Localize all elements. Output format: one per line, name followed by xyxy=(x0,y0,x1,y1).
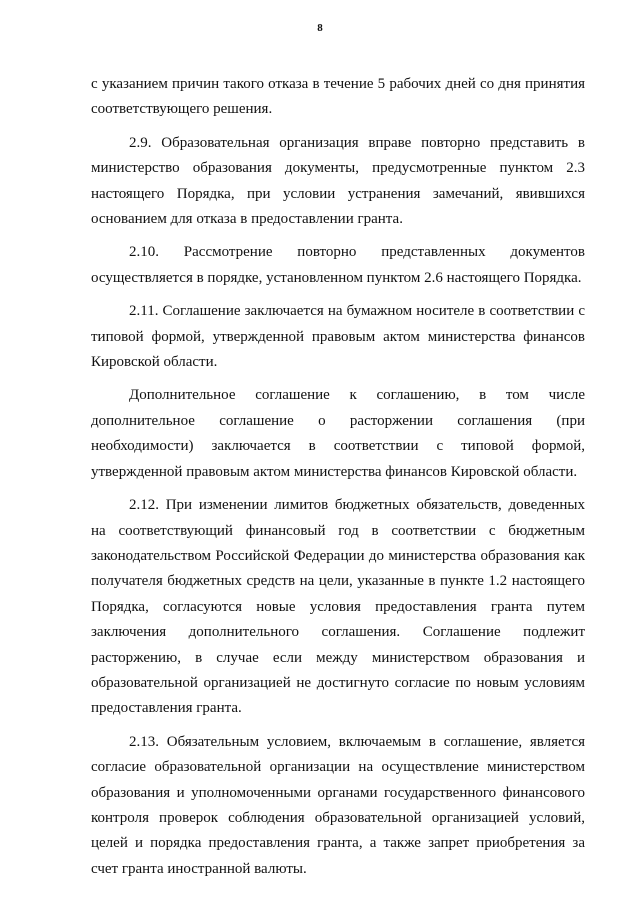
paragraph-continuation: с указанием причин такого отказа в течение 5 рабочих дней со дня принятия соответствующего решения. xyxy=(91,76,585,118)
paragraph-additional-agreement: Дополнительное соглашение к соглашению, в том числе дополнительное соглашение о расторжении соглашения (при необходимости) заключается в соответствии с типовой формой, утвержденной правовым актом министерства финансов Кировской области. xyxy=(91,387,585,480)
paragraph-2-9: 2.9. Образовательная организация вправе повторно представить в министерство образования документы, предусмотренные пунктом 2.3 настоящего Порядка, при условии устранения замечаний, явившихся основанием для отказа в предоставлении гранта. xyxy=(91,134,585,228)
paragraph-2-13: 2.13. Обязательным условием, включаемым в соглашение, является согласие образовательной организации на осуществление министерством образования и уполномоченными органами государственного финансового контроля проверок соблюдения образовательной организацией условий, целей и порядка предоставления гранта, а также запрет приобретения за счет гранта иностранной валюты. xyxy=(91,733,585,877)
paragraph-2-12: 2.12. При изменении лимитов бюджетных обязательств, доведенных на соответствующий финансовый год в соответствии с бюджетным законодательством Российской Федерации до министерства образования как получателя бюджетных средств на цели, указанные в пункте 1.2 настоящего Порядка, согласуются новые условия предоставления гранта путем заключения дополнительного соглашения. Соглашение подлежит расторжению, в случае если между министерством образования и образовательной организацией не достигнуто согласие по новым условиям предоставления гранта. xyxy=(91,497,585,717)
paragraph-2-10: 2.10. Рассмотрение повторно представленных документов осуществляется в порядке, установленном пунктом 2.6 настоящего Порядка. xyxy=(91,244,585,286)
document-body xyxy=(91,72,585,890)
page-number: 8 xyxy=(317,22,323,34)
paragraph-2-11: 2.11. Соглашение заключается на бумажном носителе в соответствии с типовой формой, утвержденной правовым актом министерства финансов Кировской области. xyxy=(91,303,585,371)
